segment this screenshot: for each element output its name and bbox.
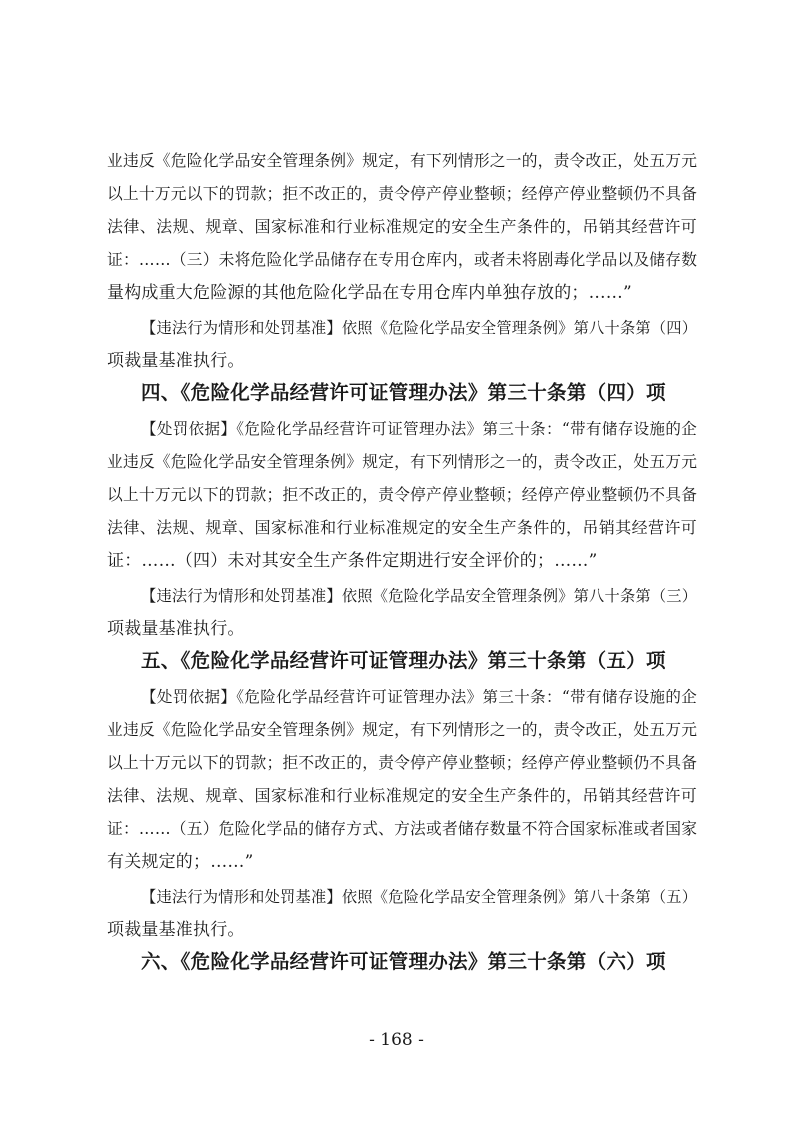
basis-line: 【处罚依据】《危险化学品经营许可证管理办法》第三十条：“带有储存设施的企: [141, 420, 697, 438]
section-heading-6: 六、《危险化学品经营许可证管理办法》第三十条第（六）项: [141, 950, 666, 973]
section-heading-4: 四、《危险化学品经营许可证管理办法》第三十条第（四）项: [141, 381, 666, 404]
benchmark-line: 项裁量基准执行。: [107, 619, 245, 639]
paragraph-line: 以上十万元以下的罚款；拒不改正的，责令停产停业整顿；经停产停业整顿仍不具备: [107, 184, 698, 203]
paragraph-line: 法律、法规、规章、国家标准和行业标准规定的安全生产条件的，吊销其经营许可: [107, 217, 697, 236]
benchmark-line: 项裁量基准执行。: [107, 920, 245, 940]
basis-line: 有关规定的；……”: [107, 852, 254, 872]
basis-line: 以上十万元以下的罚款；拒不改正的，责令停产停业整顿；经停产停业整顿仍不具备: [107, 753, 698, 772]
paragraph-line: 业违反《危险化学品安全管理条例》规定，有下列情形之一的，责令改正，处五万元: [107, 151, 698, 170]
basis-line: 证：……（五）危险化学品的储存方式、方法或者储存数量不符合国家标准或者国家: [107, 819, 698, 838]
basis-line: 以上十万元以下的罚款；拒不改正的，责令停产停业整顿；经停产停业整顿仍不具备: [107, 485, 698, 504]
benchmark-line: 项裁量基准执行。: [107, 351, 245, 371]
benchmark-line: 【违法行为情形和处罚基准】依照《危险化学品安全管理条例》第八十条第（四）: [141, 319, 698, 337]
benchmark-line: 【违法行为情形和处罚基准】依照《危险化学品安全管理条例》第八十条第（五）: [141, 888, 698, 906]
paragraph-line: 证：……（三）未将危险化学品储存在专用仓库内，或者未将剧毒化学品以及储存数: [107, 250, 698, 269]
basis-line: 【处罚依据】《危险化学品经营许可证管理办法》第三十条：“带有储存设施的企: [141, 688, 697, 706]
basis-line: 业违反《危险化学品安全管理条例》规定，有下列情形之一的，责令改正，处五万元: [107, 720, 698, 739]
basis-line: 法律、法规、规章、国家标准和行业标准规定的安全生产条件的，吊销其经营许可: [107, 786, 697, 805]
basis-line: 业违反《危险化学品安全管理条例》规定，有下列情形之一的，责令改正，处五万元: [107, 452, 698, 471]
page-number: - 168 -: [369, 1030, 424, 1050]
basis-line: 法律、法规、规章、国家标准和行业标准规定的安全生产条件的，吊销其经营许可: [107, 518, 697, 537]
basis-line: 证：……（四）未对其安全生产条件定期进行安全评价的；……”: [107, 551, 598, 571]
paragraph-line: 量构成重大危险源的其他危险化学品在专用仓库内单独存放的；……”: [107, 283, 632, 303]
benchmark-line: 【违法行为情形和处罚基准】依照《危险化学品安全管理条例》第八十条第（三）: [141, 587, 698, 605]
section-heading-5: 五、《危险化学品经营许可证管理办法》第三十条第（五）项: [141, 649, 666, 672]
